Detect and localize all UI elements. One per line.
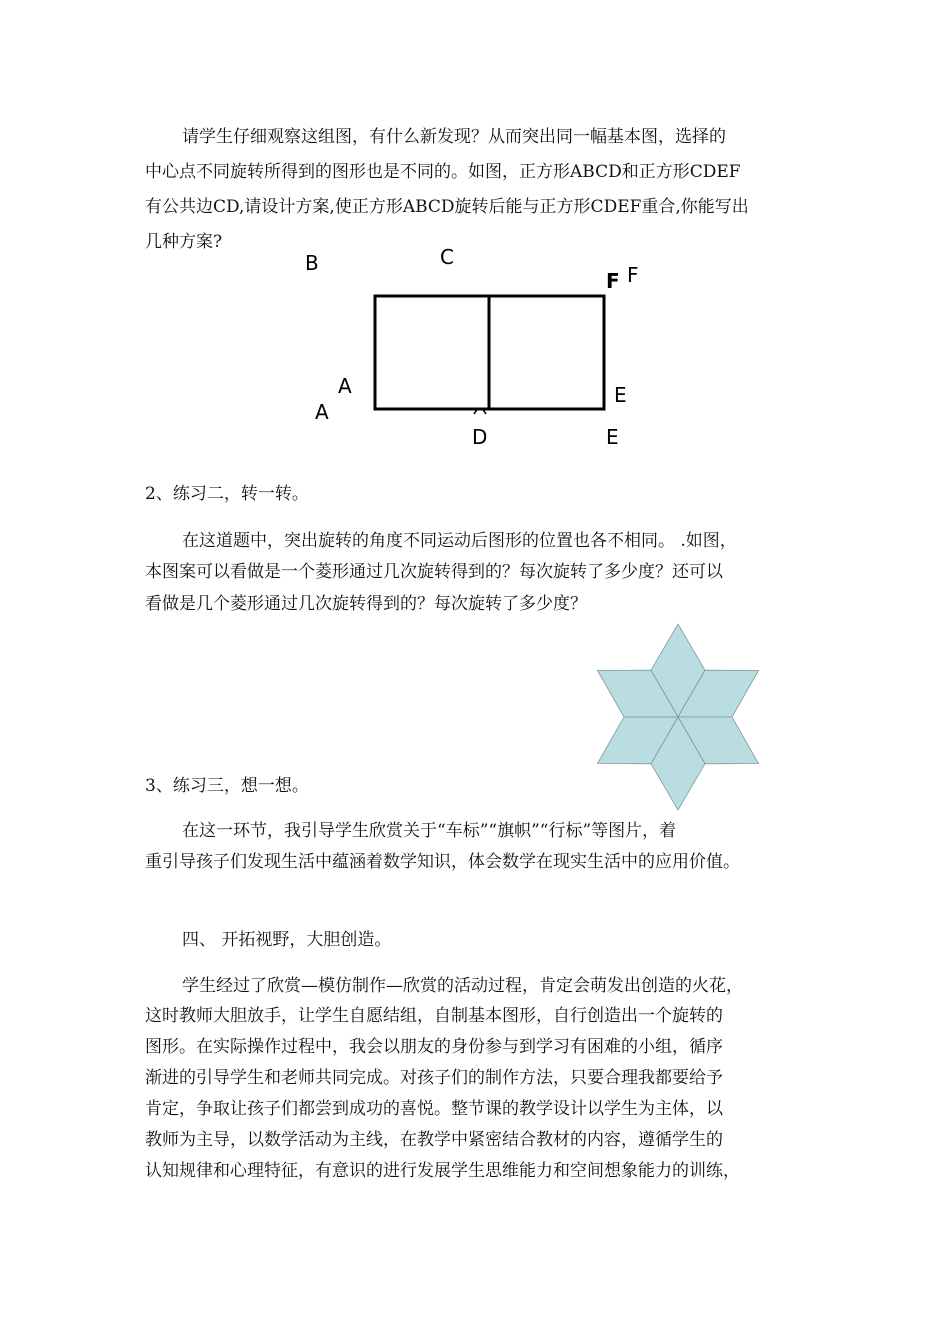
label-a-upper: A — [338, 374, 352, 398]
paragraph-3-line-1: 在这一环节，我引导学生欣赏关于“车标”“旗帜”“行标”等图片，着 — [182, 821, 677, 841]
paragraph-1-line-1: 请学生仔细观察这组图，有什么新发现？从而突出同一幅基本图，选择的 — [182, 127, 726, 147]
square-cdef — [489, 296, 604, 409]
label-d: D — [472, 425, 488, 449]
paragraph-2-line-3: 看做是几个菱形通过几次旋转得到的？每次旋转了多少度？ — [145, 594, 587, 614]
label-e-upper: E — [614, 383, 627, 407]
section-2-heading: 2、练习二，转一转。 — [145, 484, 309, 504]
label-b: B — [305, 251, 319, 275]
label-e-lower: E — [606, 425, 619, 449]
paragraph-4-line-4: 渐进的引导学生和老师共同完成。对孩子们的制作方法，只要合理我都要给予 — [145, 1068, 723, 1088]
label-f-bold: F — [606, 269, 620, 293]
square-abcd — [375, 296, 489, 409]
paragraph-3-line-2: 重引导孩子们发现生活中蕴涵着数学知识，体会数学在现实生活中的应用价值。 — [145, 852, 740, 872]
section-4-heading: 四、 开拓视野，大胆创造。 — [182, 930, 392, 950]
paragraph-4-line-2: 这时教师大胆放手，让学生自愿结组，自制基本图形，自行创造出一个旋转的 — [145, 1006, 723, 1026]
label-a-lower: A — [315, 400, 329, 424]
paragraph-2-line-1: 在这道题中，突出旋转的角度不同运动后图形的位置也各不相同。 .如图， — [182, 531, 737, 551]
paragraph-1-line-2: 中心点不同旋转所得到的图形也是不同的。如图，正方形ABCD和正方形CDEF — [145, 162, 741, 182]
paragraph-4-line-5: 肯定，争取让孩子们都尝到成功的喜悦。整节课的教学设计以学生为主体，以 — [145, 1099, 723, 1119]
paragraph-1-line-3: 有公共边CD,请设计方案,使正方形ABCD旋转后能与正方形CDEF重合,你能写出 — [145, 197, 749, 217]
squares-diagram — [0, 0, 950, 460]
rhombus-star-figure — [580, 618, 800, 818]
section-3-heading: 3、练习三，想一想。 — [145, 776, 309, 796]
label-c: C — [440, 245, 454, 269]
rhombus-star — [598, 624, 759, 810]
paragraph-2-line-2: 本图案可以看做是一个菱形通过几次旋转得到的？每次旋转了多少度？还可以 — [145, 562, 723, 582]
paragraph-4-line-1: 学生经过了欣赏—模仿制作—欣赏的活动过程，肯定会萌发出创造的火花， — [182, 976, 743, 996]
paragraph-4-line-3: 图形。在实际操作过程中，我会以朋友的身份参与到学习有困难的小组，循序 — [145, 1037, 723, 1057]
paragraph-1-line-4: 几种方案? — [145, 232, 223, 252]
label-f: F — [627, 263, 639, 287]
paragraph-4-line-6: 教师为主导，以数学活动为主线，在教学中紧密结合教材的内容，遵循学生的 — [145, 1130, 723, 1150]
paragraph-4-line-7: 认知规律和心理特征，有意识的进行发展学生思维能力和空间想象能力的训练， — [145, 1161, 740, 1181]
